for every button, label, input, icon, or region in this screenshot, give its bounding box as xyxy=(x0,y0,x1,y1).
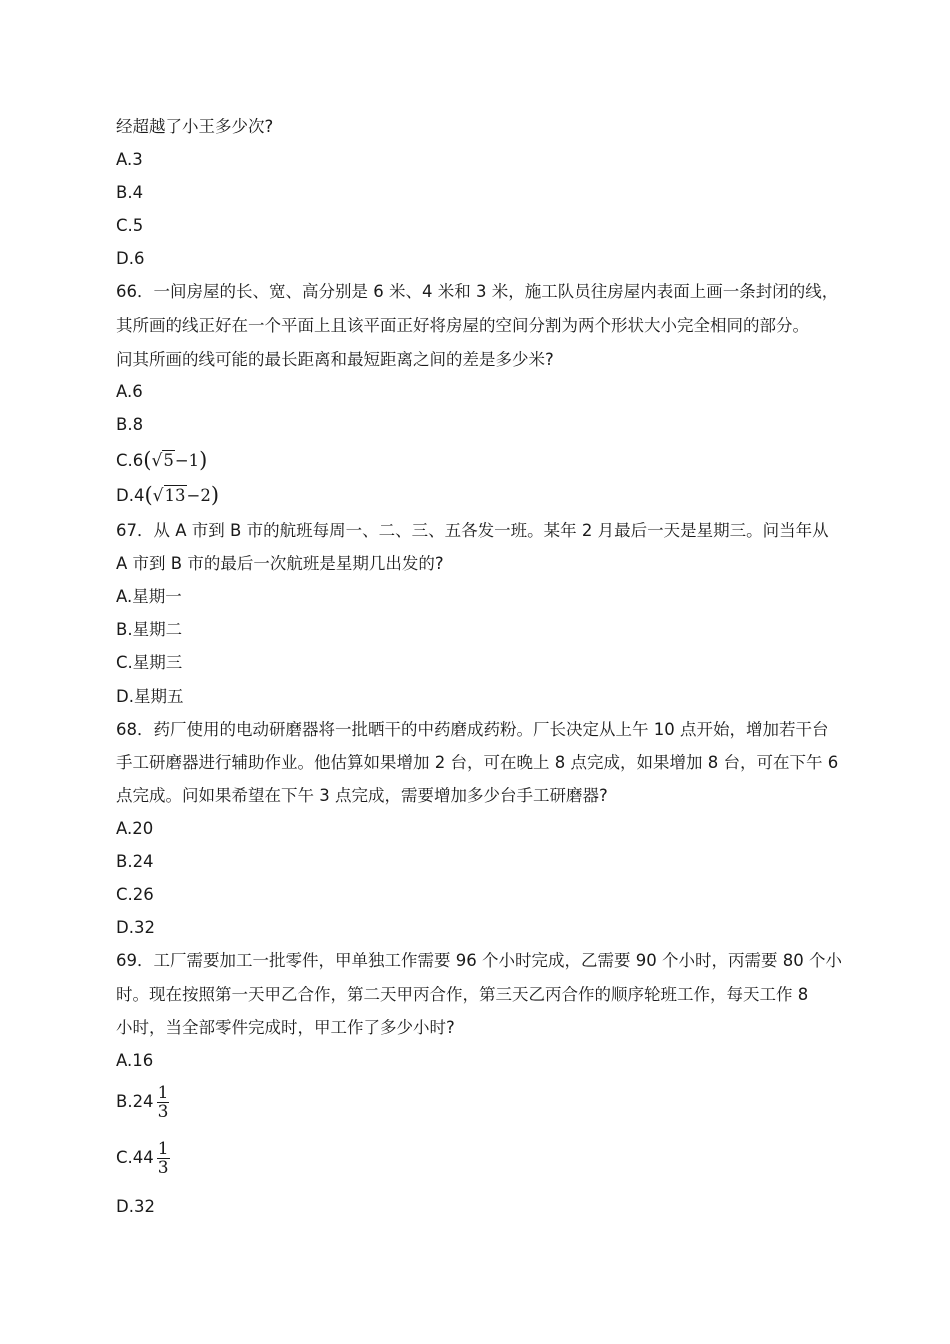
q66-option-d-label: D.4 xyxy=(116,486,145,505)
q67-option-b: B.星期二 xyxy=(116,620,183,639)
q69-option-c-label: C.44 xyxy=(116,1148,154,1167)
q69-option-b-label: B.24 xyxy=(116,1092,154,1111)
q69-option-a: A.16 xyxy=(116,1051,154,1070)
q66-option-a: A.6 xyxy=(116,382,143,401)
q66-option-d-formula: (√13−2) xyxy=(144,483,220,507)
question-68-line-2: 手工研磨器进行辅助作业。他估算如果增加 2 台，可在晚上 8 点完成，如果增加 8 台，可在下午 6 xyxy=(116,753,839,772)
q66-option-d xyxy=(116,484,219,507)
q66-option-c-formula: (√5−1) xyxy=(143,448,208,472)
q65-option-d: D.6 xyxy=(116,249,145,268)
question-69-line-3: 小时，当全部零件完成时，甲工作了多少小时? xyxy=(116,1018,455,1037)
question-66-line-2: 其所画的线正好在一个平面上且该平面正好将房屋的空间分割为两个形状大小完全相同的部分。 xyxy=(116,316,809,335)
q66-option-d-radicand: 13 xyxy=(164,486,186,505)
q66-option-c-label: C.6 xyxy=(116,451,144,470)
q69-option-b-denominator: 3 xyxy=(157,1102,169,1122)
question-68-line-1: 68．药厂使用的电动研磨器将一批晒干的中药磨成药粉。厂长决定从上午 10 点开始，增加若干台 xyxy=(116,720,829,739)
q69-option-c-fraction xyxy=(157,1140,170,1177)
q68-option-a: A.20 xyxy=(116,819,154,838)
q67-option-d: D.星期五 xyxy=(116,687,184,706)
q69-option-c xyxy=(116,1140,170,1177)
q69-option-b-numerator: 1 xyxy=(157,1083,169,1103)
question-65-tail: 经超越了小王多少次? xyxy=(116,117,274,136)
question-66-line-1: 66．一间房屋的长、宽、高分别是 6 米、4 米和 3 米，施工队员往房屋内表面上画一条封闭的线， xyxy=(116,282,839,301)
q69-option-d: D.32 xyxy=(116,1197,155,1216)
q66-option-c-tail: −1 xyxy=(174,451,200,470)
q69-option-c-denominator: 3 xyxy=(157,1158,169,1178)
q66-option-b: B.8 xyxy=(116,415,144,434)
question-67-line-1: 67．从 A 市到 B 市的航班每周一、二、三、五各发一班。某年 2 月最后一天是星期三。问当年从 xyxy=(116,521,829,540)
q66-option-c-radicand: 5 xyxy=(163,451,174,470)
q69-option-c-numerator: 1 xyxy=(157,1139,169,1159)
question-67-line-2: A 市到 B 市的最后一次航班是星期几出发的? xyxy=(116,554,444,573)
question-69-line-2: 时。现在按照第一天甲乙合作，第二天甲丙合作，第三天乙丙合作的顺序轮班工作，每天工作 8 xyxy=(116,985,809,1004)
q66-option-c xyxy=(116,449,207,472)
q65-option-b: B.4 xyxy=(116,183,144,202)
question-69-line-1: 69．工厂需要加工一批零件，甲单独工作需要 96 个小时完成，乙需要 90 个小时，丙需要 80 个小 xyxy=(116,951,842,970)
q68-option-d: D.32 xyxy=(116,918,155,937)
q69-option-b-fraction xyxy=(157,1084,170,1121)
q68-option-b: B.24 xyxy=(116,852,154,871)
q68-option-c: C.26 xyxy=(116,885,154,904)
q65-option-c: C.5 xyxy=(116,216,144,235)
q66-option-d-tail: −2 xyxy=(186,486,211,505)
q69-option-b xyxy=(116,1084,169,1121)
q65-option-a: A.3 xyxy=(116,150,143,169)
q67-option-a: A.星期一 xyxy=(116,587,182,606)
question-68-line-3: 点完成。问如果希望在下午 3 点完成，需要增加多少台手工研磨器? xyxy=(116,786,608,805)
question-66-line-3: 问其所画的线可能的最长距离和最短距离之间的差是多少米? xyxy=(116,350,554,369)
q67-option-c: C.星期三 xyxy=(116,653,183,672)
